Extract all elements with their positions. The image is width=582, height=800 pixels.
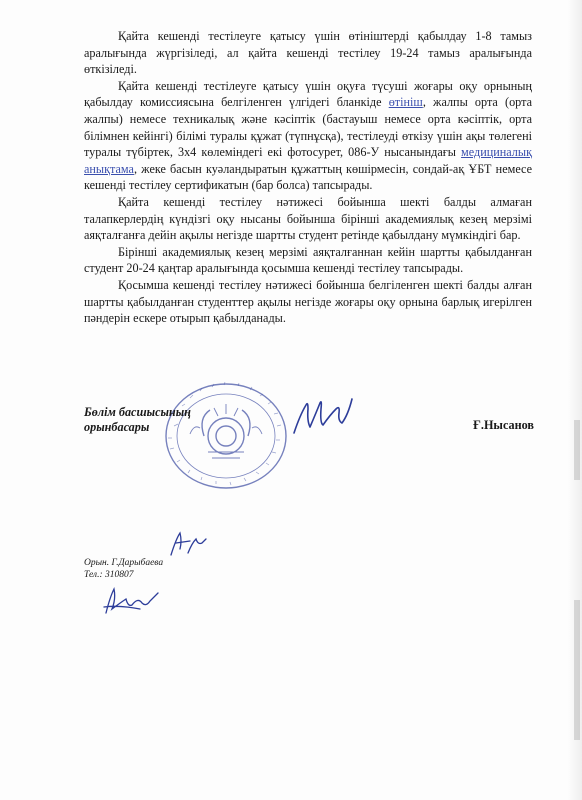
hyperlink-text[interactable]: медициналық анықтама xyxy=(84,145,532,176)
paragraph-text: Қайта кешенді тестілеу нәтижесі бойынша шекті балды алмаған талапкерлердің күндізгі оқу нысаны бойынша бірінші академиялық кезең мерзімі аяқталғанға дейін ақылы негізде шартты студент ретінде қабылдану мүмкіндігі бар. xyxy=(84,194,532,243)
executor-note xyxy=(84,558,163,581)
signatory-title-line-2: орынбасары xyxy=(84,420,150,434)
body-paragraph xyxy=(84,28,532,78)
paragraph-text: , жеке басын куәландыратын құжаттың көшірмесін, сондай-ақ ҰБТ немесе кешенді тестілеу сертификатын (бар болса) тапсырады. xyxy=(84,161,532,193)
signature-main xyxy=(290,395,354,437)
signatory-title-line-1: Бөлім басшысының xyxy=(84,405,191,419)
signatory-name: Ғ.Нысанов xyxy=(473,418,534,432)
paragraph-text: Бірінші академиялық кезең мерзімі аяқталғаннан кейін шартты қабылданған студент 20-24 қаңтар аралығында қосымша кешенді тестілеу тапсырады. xyxy=(84,244,532,276)
body-paragraph xyxy=(84,244,532,277)
body-paragraph xyxy=(84,277,532,327)
hyperlink-text[interactable]: өтініш xyxy=(388,95,423,110)
document-body xyxy=(84,28,532,327)
handwritten-initials xyxy=(168,529,208,559)
scan-artifact xyxy=(574,420,580,480)
paragraph-text: , жалпы орта (орта жалпы) немесе техникалық және кәсіптік (бастауыш немесе орта кәсіптік, орта білімнен кейінгі) білімі туралы құжат (түпнұсқа), тестілеуді өткізу үшін ақы төлегені туралы түбіртек, 3х4 көлеміндегі екі фотосурет, 086-У нысанындағы xyxy=(84,95,532,160)
body-paragraph xyxy=(84,194,532,244)
official-seal-stamp xyxy=(160,378,290,493)
handwritten-signature-executor xyxy=(100,585,162,617)
body-paragraph xyxy=(84,78,532,194)
paragraph-text: Қайта кешенді тестілеуге қатысу үшін өтініштерді қабылдау 1-8 тамыз аралығында жүргізіледі, ал қайта кешенді тестілеу 19-24 тамыз аралығында өткізіледі. xyxy=(84,29,532,77)
paragraph-text: Қосымша кешенді тестілеу нәтижесі бойынша белгіленген шекті балды алған шартты қабылданған студенттер ақылы негізде жоғары оқу орнына барлық игерілген пәндерін ескере отырып қабылданады. xyxy=(84,277,532,326)
executor-phone: Тел.: 310807 xyxy=(84,569,134,580)
executor-name: Орын. Г.Дарыбаева xyxy=(84,558,164,568)
scan-artifact xyxy=(574,600,580,740)
paragraph-text: Қайта кешенді тестілеуге қатысу үшін оқуға түсуші жоғары оқу орнының қабылдау комиссиясына белгіленген үлгідегі бланкіде xyxy=(84,78,532,110)
